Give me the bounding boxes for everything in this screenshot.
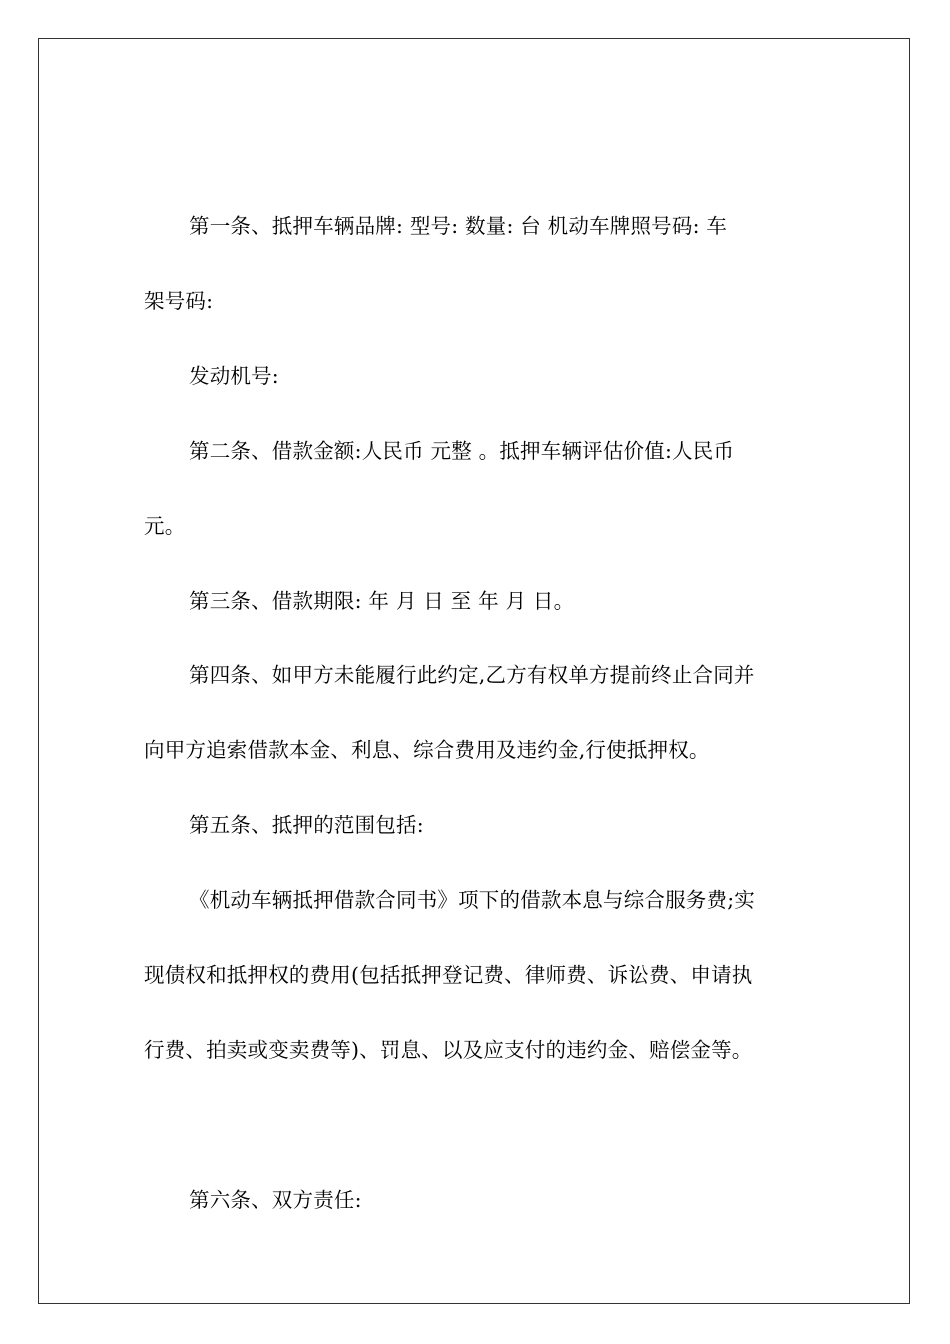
- clause-5-line-2: 现债权和抵押权的费用(包括抵押登记费、律师费、诉讼费、申请执: [144, 963, 753, 987]
- clause-5-heading: 第五条、抵押的范围包括:: [189, 813, 424, 837]
- clause-6-heading: 第六条、双方责任:: [189, 1188, 362, 1212]
- clause-2-line-1: 第二条、借款金额:人民币 元整 。抵押车辆评估价值:人民币: [189, 439, 735, 463]
- clause-1-line-2: 架号码:: [144, 289, 214, 313]
- clause-4-line-1: 第四条、如甲方未能履行此约定,乙方有权单方提前终止合同并: [189, 663, 755, 687]
- clause-4-line-2: 向甲方追索借款本金、利息、综合费用及违约金,行使抵押权。: [144, 738, 710, 762]
- clause-2-line-2: 元。: [144, 514, 186, 538]
- clause-5-line-1: 《机动车辆抵押借款合同书》项下的借款本息与综合服务费;实: [189, 888, 756, 912]
- clause-1-engine-number: 发动机号:: [189, 364, 279, 388]
- clause-3: 第三条、借款期限: 年 月 日 至 年 月 日。: [189, 589, 575, 613]
- clause-5-line-3: 行费、拍卖或变卖费等)、罚息、以及应支付的违约金、赔偿金等。: [144, 1038, 753, 1062]
- clause-1-line-1: 第一条、抵押车辆品牌: 型号: 数量: 台 机动车牌照号码: 车: [189, 214, 728, 238]
